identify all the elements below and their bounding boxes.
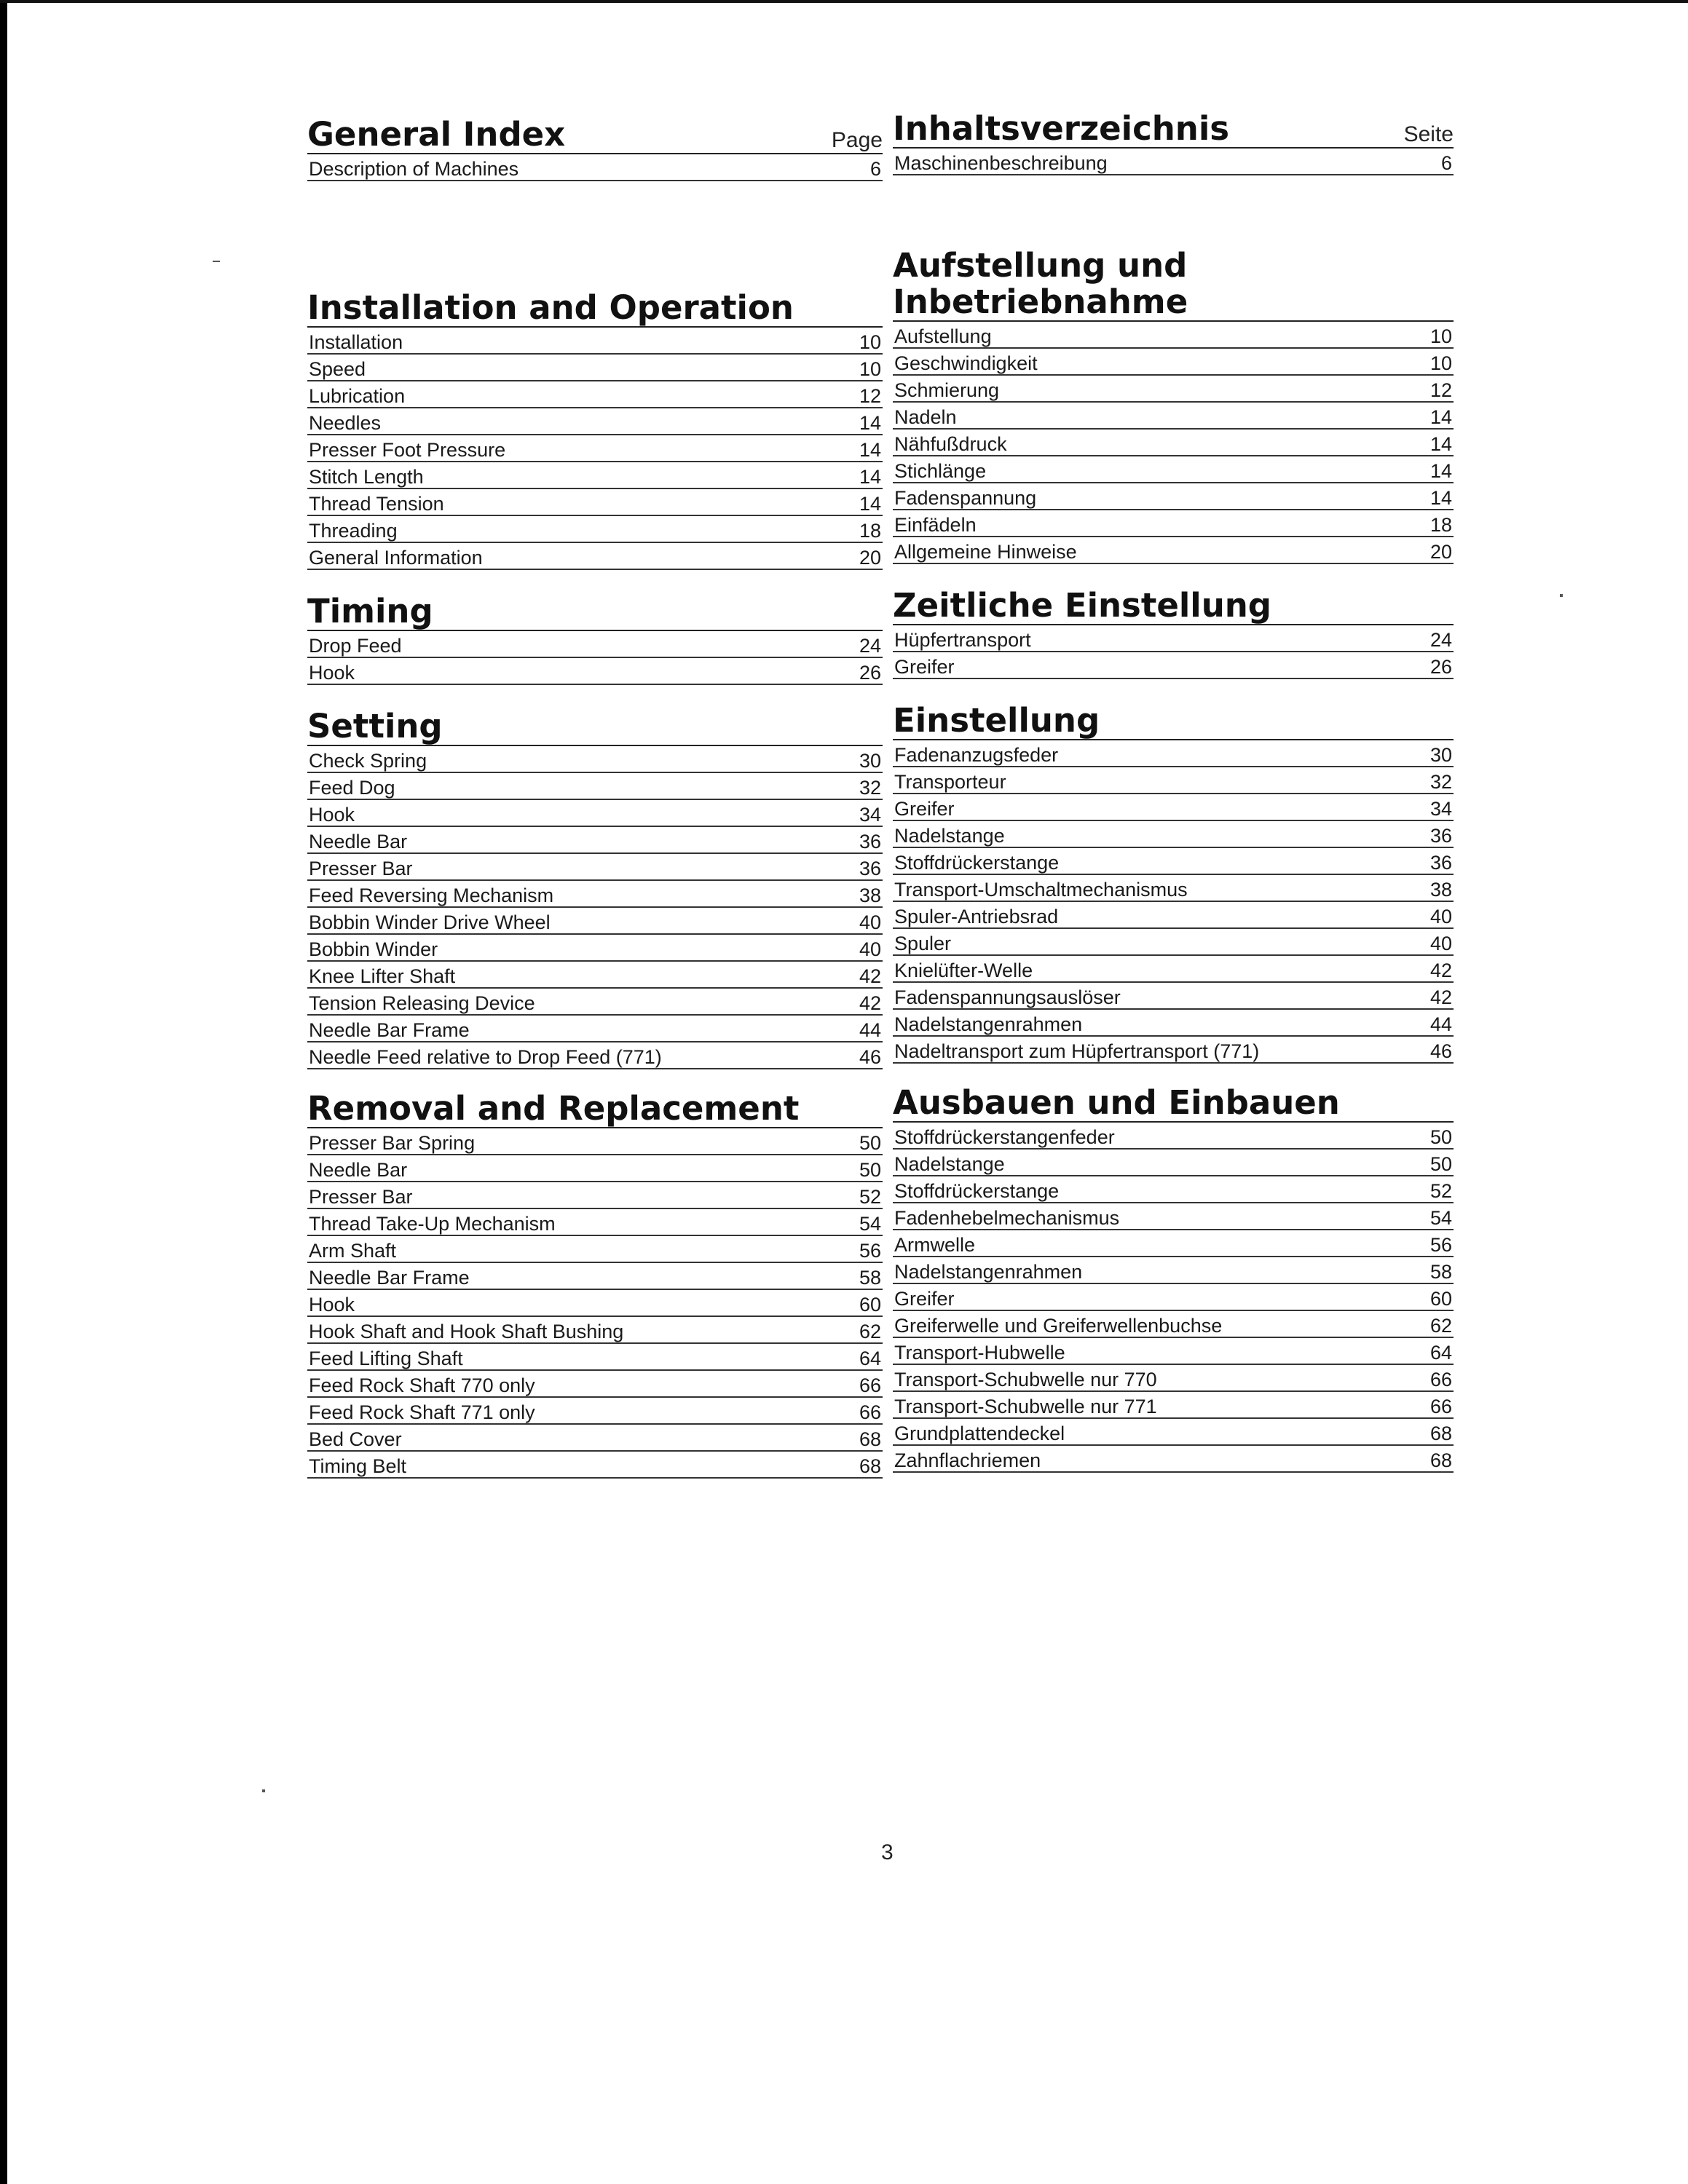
entry-page-number: 66 [1429, 1396, 1452, 1417]
entry-page-number: 14 [1429, 406, 1452, 428]
entry-label: Grundplattendeckel [894, 1423, 1065, 1444]
entry-page-number: 66 [859, 1374, 881, 1396]
entry-label: Hook [309, 804, 355, 826]
index-entry [893, 794, 1454, 821]
entry-label: Spuler-Antriebsrad [894, 906, 1059, 927]
index-entry [893, 1123, 1454, 1150]
entry-page-number: 14 [859, 439, 881, 461]
entry-page-number: 14 [1429, 460, 1452, 482]
index-entry [307, 908, 883, 935]
entry-label: Transport-Hubwelle [894, 1342, 1065, 1364]
entry-label: Transport-Schubwelle nur 770 [894, 1369, 1157, 1390]
index-entry [307, 1317, 883, 1344]
entry-page-number: 60 [1429, 1288, 1452, 1310]
index-entry [307, 854, 883, 881]
entry-page-number: 10 [1429, 325, 1452, 347]
section-header [893, 246, 1454, 322]
scan-speck [262, 1789, 265, 1792]
index-entry [893, 483, 1454, 510]
index-entry [893, 1419, 1454, 1446]
entry-label: Transport-Umschaltmechanismus [894, 879, 1188, 901]
entry-label: Hüpfertransport [894, 629, 1031, 651]
entry-label: Feed Rock Shaft 770 only [309, 1374, 535, 1396]
entry-page-number: 68 [1429, 1423, 1452, 1444]
entry-page-number: 32 [1429, 771, 1452, 793]
index-entry [307, 1452, 883, 1479]
entry-label: Einfädeln [894, 514, 977, 536]
index-entry [307, 1290, 883, 1317]
index-entry [307, 489, 883, 516]
scan-speck [213, 261, 220, 262]
entry-label: Thread Tension [309, 493, 444, 515]
index-entry [307, 381, 883, 408]
index-entry [307, 1042, 883, 1069]
entry-page-number: 14 [859, 493, 881, 515]
entry-page-number: 36 [859, 858, 881, 879]
entry-page-number: 14 [1429, 433, 1452, 455]
entry-label: Transport-Schubwelle nur 771 [894, 1396, 1157, 1417]
entry-page-number: 58 [1429, 1261, 1452, 1283]
section-header [307, 708, 883, 746]
entry-page-number: 66 [859, 1401, 881, 1423]
entry-label: Nähfußdruck [894, 433, 1007, 455]
entry-label: Thread Take-Up Mechanism [309, 1213, 556, 1235]
entry-page-number: 26 [1429, 656, 1452, 678]
index-entry [307, 746, 883, 773]
section-header [893, 1085, 1454, 1123]
index-entry [893, 1446, 1454, 1473]
section-title: Installation and Operation [307, 288, 794, 327]
index-entry [893, 821, 1454, 848]
entry-label: Drop Feed [309, 635, 402, 657]
entry-label: Aufstellung [894, 325, 992, 347]
entry-label: Maschinenbeschreibung [894, 152, 1108, 174]
index-entry [893, 740, 1454, 767]
index-entry [893, 1284, 1454, 1311]
entry-page-number: 42 [1429, 960, 1452, 981]
entry-page-number: 34 [859, 804, 881, 826]
page-column-label: Seite [1403, 122, 1454, 146]
section-header [893, 703, 1454, 740]
entry-page-number: 14 [1429, 487, 1452, 509]
entry-page-number: 44 [859, 1019, 881, 1041]
section-header [307, 290, 883, 328]
index-entry [307, 1209, 883, 1236]
entry-label: Fadenanzugsfeder [894, 744, 1059, 766]
index-entry [307, 881, 883, 908]
entry-label: Feed Rock Shaft 771 only [309, 1401, 535, 1423]
entry-page-number: 24 [1429, 629, 1452, 651]
entry-label: Nadelstangenrahmen [894, 1261, 1083, 1283]
scan-speck [1560, 594, 1563, 597]
index-entry [893, 1338, 1454, 1365]
index-entry [307, 1425, 883, 1452]
index-entry [307, 516, 883, 543]
index-entry [893, 902, 1454, 929]
entry-label: Hook [309, 662, 355, 684]
entry-label: Tension Releasing Device [309, 992, 535, 1014]
entry-page-number: 46 [859, 1046, 881, 1068]
entry-page-number: 12 [1429, 379, 1452, 401]
entry-page-number: 34 [1429, 798, 1452, 820]
entry-label: Knee Lifter Shaft [309, 965, 456, 987]
entry-label: Stoffdrückerstangenfeder [894, 1126, 1115, 1148]
index-entry [307, 1263, 883, 1290]
index-entry [893, 1392, 1454, 1419]
entry-label: Timing Belt [309, 1455, 407, 1477]
index-entry [893, 510, 1454, 537]
index-entry [893, 376, 1454, 403]
entry-label: Fadenspannungsauslöser [894, 986, 1121, 1008]
entry-page-number: 46 [1429, 1040, 1452, 1062]
entry-label: Armwelle [894, 1234, 976, 1256]
entry-page-number: 36 [1429, 852, 1452, 874]
entry-page-number: 52 [859, 1186, 881, 1208]
entry-page-number: 10 [859, 331, 881, 353]
entry-page-number: 14 [859, 466, 881, 488]
entry-label: Transporteur [894, 771, 1006, 793]
section-header [307, 116, 883, 154]
section-title: Ausbauen und Einbauen [893, 1083, 1340, 1122]
entry-page-number: 42 [859, 992, 881, 1014]
index-section-general-index [307, 116, 883, 181]
entry-page-number: 50 [1429, 1126, 1452, 1148]
index-entry [893, 149, 1454, 175]
entry-page-number: 50 [859, 1132, 881, 1154]
index-entry [307, 935, 883, 962]
index-entry [893, 1230, 1454, 1257]
entry-label: Nadelstange [894, 825, 1005, 847]
entry-label: Lubrication [309, 385, 406, 407]
index-entry [307, 962, 883, 989]
entry-page-number: 62 [859, 1321, 881, 1342]
entry-label: Fadenhebelmechanismus [894, 1207, 1120, 1229]
entry-page-number: 30 [1429, 744, 1452, 766]
index-section-aufstellung [893, 246, 1454, 564]
index-section-timing [307, 593, 883, 685]
section-header [893, 111, 1454, 149]
index-entry [893, 1037, 1454, 1064]
entry-page-number: 30 [859, 750, 881, 772]
entry-label: Feed Reversing Mechanism [309, 885, 554, 906]
index-entry [307, 462, 883, 489]
entry-label: Needle Bar Frame [309, 1019, 470, 1041]
entry-page-number: 60 [859, 1294, 881, 1315]
entry-label: Stitch Length [309, 466, 424, 488]
index-section-setting [307, 708, 883, 1069]
entry-page-number: 12 [859, 385, 881, 407]
section-title: Setting [307, 707, 443, 745]
index-entry [893, 1010, 1454, 1037]
index-entry [307, 1182, 883, 1209]
index-entry [307, 1398, 883, 1425]
entry-label: Stoffdrückerstange [894, 852, 1060, 874]
entry-label: Nadeln [894, 406, 957, 428]
entry-label: Threading [309, 520, 398, 542]
section-title: Removal and Replacement [307, 1089, 800, 1128]
index-entry [893, 1203, 1454, 1230]
entry-page-number: 6 [1440, 152, 1452, 174]
entry-page-number: 54 [1429, 1207, 1452, 1229]
index-entry [893, 929, 1454, 956]
index-entry [307, 435, 883, 462]
entry-page-number: 42 [1429, 986, 1452, 1008]
section-title: Einstellung [893, 701, 1100, 740]
entry-page-number: 14 [859, 412, 881, 434]
index-entry [307, 1236, 883, 1263]
entry-page-number: 42 [859, 965, 881, 987]
entry-label: Needle Bar [309, 1159, 408, 1181]
entry-page-number: 58 [859, 1267, 881, 1289]
entry-page-number: 40 [1429, 906, 1452, 927]
entry-page-number: 68 [859, 1428, 881, 1450]
section-header [307, 593, 883, 631]
entry-label: Greiferwelle und Greiferwellenbuchse [894, 1315, 1223, 1337]
index-entry [307, 154, 883, 181]
index-entry [307, 1344, 883, 1371]
entry-page-number: 20 [859, 547, 881, 569]
section-header [893, 587, 1454, 625]
entry-label: Zahnflachriemen [894, 1449, 1041, 1471]
index-section-removal-replacement [307, 1091, 883, 1479]
entry-page-number: 68 [859, 1455, 881, 1477]
entry-label: Presser Bar [309, 1186, 413, 1208]
entry-page-number: 18 [1429, 514, 1452, 536]
entry-label: Presser Bar [309, 858, 413, 879]
entry-page-number: 20 [1429, 541, 1452, 563]
index-entry [893, 456, 1454, 483]
index-entry [307, 543, 883, 570]
index-entry [307, 408, 883, 435]
entry-label: Description of Machines [309, 158, 519, 180]
entry-label: Needle Feed relative to Drop Feed (771) [309, 1046, 662, 1068]
entry-label: Check Spring [309, 750, 427, 772]
entry-label: Allgemeine Hinweise [894, 541, 1077, 563]
index-entry [893, 1257, 1454, 1284]
scan-edge-left [0, 0, 7, 2184]
entry-label: Needle Bar [309, 831, 408, 852]
entry-label: Bobbin Winder Drive Wheel [309, 911, 551, 933]
entry-label: Needles [309, 412, 382, 434]
page-number: 3 [881, 1840, 894, 1864]
index-entry [893, 1311, 1454, 1338]
entry-page-number: 10 [1429, 352, 1452, 374]
entry-label: Geschwindigkeit [894, 352, 1038, 374]
index-entry [307, 658, 883, 685]
entry-page-number: 56 [859, 1240, 881, 1262]
entry-page-number: 62 [1429, 1315, 1452, 1337]
entry-label: Feed Lifting Shaft [309, 1348, 463, 1369]
entry-page-number: 32 [859, 777, 881, 799]
index-section-inhaltsverzeichnis [893, 111, 1454, 175]
entry-label: Greifer [894, 798, 955, 820]
index-entry [893, 767, 1454, 794]
index-entry [307, 1016, 883, 1042]
entry-page-number: 50 [859, 1159, 881, 1181]
entry-page-number: 36 [859, 831, 881, 852]
entry-page-number: 38 [859, 885, 881, 906]
index-section-ausbauen [893, 1085, 1454, 1473]
section-title: Zeitliche Einstellung [893, 586, 1271, 625]
index-entry [893, 403, 1454, 430]
section-title: Inhaltsverzeichnis [893, 109, 1230, 148]
index-entry [307, 800, 883, 827]
section-title: Timing [307, 592, 433, 630]
entry-label: Bobbin Winder [309, 938, 438, 960]
entry-page-number: 64 [859, 1348, 881, 1369]
entry-label: General Information [309, 547, 483, 569]
index-entry [307, 355, 883, 381]
entry-page-number: 18 [859, 520, 881, 542]
index-entry [307, 1155, 883, 1182]
entry-label: Needle Bar Frame [309, 1267, 470, 1289]
section-header [307, 1091, 883, 1128]
index-entry [307, 631, 883, 658]
entry-label: Nadelstangenrahmen [894, 1013, 1083, 1035]
entry-label: Schmierung [894, 379, 1000, 401]
entry-page-number: 44 [1429, 1013, 1452, 1035]
entry-label: Stichlänge [894, 460, 987, 482]
entry-page-number: 6 [869, 158, 881, 180]
entry-page-number: 26 [859, 662, 881, 684]
entry-page-number: 54 [859, 1213, 881, 1235]
entry-label: Nadelstange [894, 1153, 1005, 1175]
index-entry [893, 349, 1454, 376]
entry-label: Bed Cover [309, 1428, 402, 1450]
index-entry [893, 1176, 1454, 1203]
entry-page-number: 10 [859, 358, 881, 380]
entry-label: Arm Shaft [309, 1240, 397, 1262]
entry-label: Knielüfter-Welle [894, 960, 1033, 981]
entry-label: Fadenspannung [894, 487, 1037, 509]
entry-page-number: 40 [859, 911, 881, 933]
entry-page-number: 52 [1429, 1180, 1452, 1202]
index-entry [893, 652, 1454, 679]
index-entry [307, 827, 883, 854]
index-section-installation-operation [307, 290, 883, 570]
entry-label: Greifer [894, 1288, 955, 1310]
index-section-zeitliche [893, 587, 1454, 679]
entry-label: Hook Shaft and Hook Shaft Bushing [309, 1321, 624, 1342]
entry-page-number: 40 [859, 938, 881, 960]
index-entry [893, 875, 1454, 902]
index-entry [893, 848, 1454, 875]
entry-label: Presser Foot Pressure [309, 439, 506, 461]
entry-page-number: 64 [1429, 1342, 1452, 1364]
index-entry [307, 773, 883, 800]
entry-page-number: 24 [859, 635, 881, 657]
section-title: Aufstellung und Inbetriebnahme [893, 246, 1188, 321]
index-column-english [307, 0, 883, 1529]
entry-label: Greifer [894, 656, 955, 678]
entry-label: Presser Bar Spring [309, 1132, 476, 1154]
entry-page-number: 56 [1429, 1234, 1452, 1256]
entry-page-number: 50 [1429, 1153, 1452, 1175]
index-entry [893, 537, 1454, 564]
index-entry [893, 983, 1454, 1010]
index-entry [307, 1128, 883, 1155]
entry-label: Hook [309, 1294, 355, 1315]
entry-label: Speed [309, 358, 366, 380]
index-entry [307, 1371, 883, 1398]
entry-page-number: 38 [1429, 879, 1452, 901]
entry-label: Installation [309, 331, 403, 353]
entry-page-number: 36 [1429, 825, 1452, 847]
index-entry [893, 322, 1454, 349]
entry-page-number: 40 [1429, 933, 1452, 954]
section-title: General Index [307, 115, 566, 154]
entry-label: Stoffdrückerstange [894, 1180, 1060, 1202]
index-entry [893, 625, 1454, 652]
entry-label: Feed Dog [309, 777, 395, 799]
entry-page-number: 68 [1429, 1449, 1452, 1471]
index-column-german [893, 0, 1454, 1529]
index-entry [893, 430, 1454, 456]
index-entry [893, 1365, 1454, 1392]
index-entry [893, 956, 1454, 983]
page-column-label: Page [831, 128, 883, 152]
entry-page-number: 66 [1429, 1369, 1452, 1390]
index-entry [307, 328, 883, 355]
index-section-einstellung [893, 703, 1454, 1064]
index-entry [893, 1150, 1454, 1176]
index-entry [307, 989, 883, 1016]
entry-label: Nadeltransport zum Hüpfertransport (771) [894, 1040, 1260, 1062]
entry-label: Spuler [894, 933, 952, 954]
